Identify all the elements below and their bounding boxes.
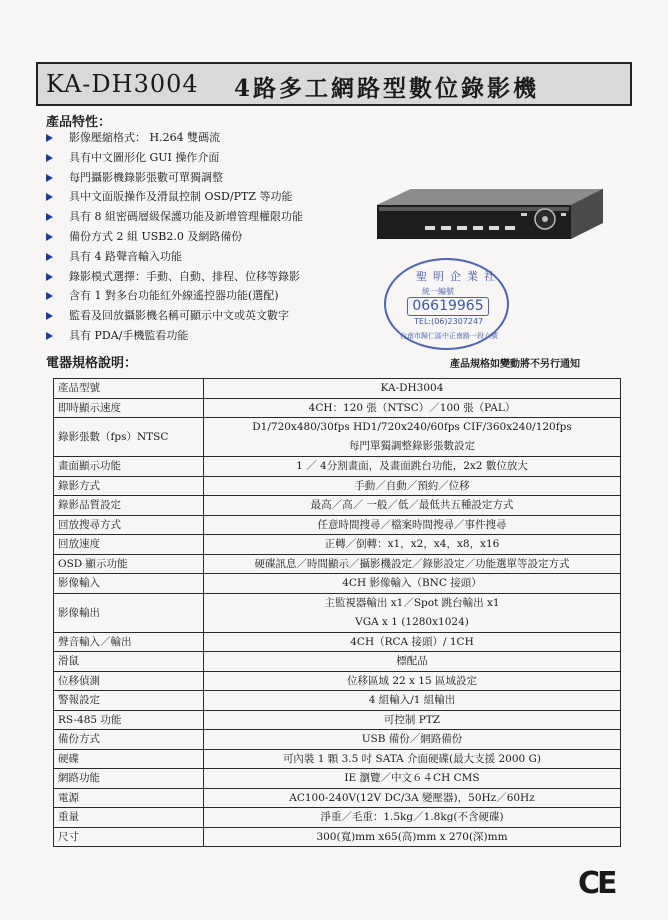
- spec-value-line: KA-DH3004: [380, 382, 444, 395]
- feature-item: [46, 207, 303, 227]
- spec-key: 尺寸: [54, 827, 204, 847]
- spec-key: OSD 顯示功能: [54, 554, 204, 574]
- spec-row: [54, 671, 621, 691]
- spec-value-line: D1/720x480/30fps HD1/720x240/60fps CIF/360x240/120fps: [252, 421, 572, 433]
- spec-value: [204, 496, 621, 516]
- spec-value-line: 標配品: [396, 655, 428, 668]
- spec-value-line: 300(寬)mm x65(高)mm x 270(深)mm: [316, 830, 508, 843]
- spec-value-line: 4 組輸入/1 組輸出: [368, 694, 456, 707]
- feature-text: 含有 1 對多台功能紅外線遙控器功能(選配): [69, 289, 279, 303]
- spec-row: [54, 593, 621, 632]
- spec-value: [204, 749, 621, 769]
- feature-item: [46, 286, 303, 306]
- spec-value: [204, 554, 621, 574]
- spec-key: 電源: [54, 788, 204, 808]
- spec-value-line: 最高／高／ 一般／低／最低共五種設定方式: [310, 499, 514, 512]
- feature-text: 錄影模式選擇：手動、自動、排程、位移等錄影: [69, 269, 300, 283]
- spec-key: 錄影品質設定: [54, 496, 204, 516]
- bullet-arrow-icon: [46, 174, 53, 182]
- feature-item: [46, 326, 303, 346]
- spec-key: 即時顯示速度: [54, 398, 204, 418]
- feature-text: 具有中文圖形化 GUI 操作介面: [69, 150, 220, 164]
- spec-value-line: AC100-240V(12V DC/3A 變壓器)，50Hz／60Hz: [289, 791, 535, 804]
- feature-item: [46, 306, 303, 326]
- spec-value: [204, 652, 621, 672]
- spec-value-line: 4CH：120 張（NTSC）／100 張（PAL）: [308, 401, 516, 414]
- feature-item: [46, 148, 303, 168]
- spec-row: [54, 652, 621, 672]
- spec-value-line: 4CH（RCA 接頭）/ 1CH: [350, 635, 474, 648]
- spec-key: 錄影方式: [54, 476, 204, 496]
- bullet-arrow-icon: [46, 273, 53, 281]
- company-stamp: [384, 258, 509, 350]
- feature-text: 備份方式 2 組 USB2.0 及網路備份: [69, 229, 243, 243]
- stamp-address: 台南市歸仁區中正南路一段六號: [400, 332, 498, 340]
- spec-key: 網路功能: [54, 769, 204, 789]
- spec-value: [204, 398, 621, 418]
- spec-key: 錄影張數（fps）NTSC: [54, 418, 204, 457]
- spec-value: [204, 671, 621, 691]
- spec-key: 畫面顯示功能: [54, 457, 204, 477]
- spec-key: 重量: [54, 808, 204, 828]
- stamp-label: 統一編號: [422, 287, 454, 296]
- spec-value-line: 可控制 PTZ: [383, 713, 441, 726]
- bullet-arrow-icon: [46, 253, 53, 261]
- spec-value: [204, 593, 621, 632]
- spec-row: [54, 574, 621, 594]
- spec-row: [54, 515, 621, 535]
- spec-table: [53, 378, 621, 847]
- spec-row: [54, 418, 621, 457]
- spec-value: [204, 535, 621, 555]
- feature-item: [46, 128, 303, 148]
- spec-value-line: 手動／自動／預約／位移: [354, 479, 470, 492]
- feature-item: [46, 227, 303, 247]
- spec-value-line: 1 ／ 4分割畫面，及畫面跳台功能，2x2 數位放大: [296, 460, 528, 473]
- spec-row: [54, 535, 621, 555]
- feature-text: 每門攝影機錄影張數可單獨調整: [69, 170, 223, 184]
- spec-row: [54, 749, 621, 769]
- title-banner: [36, 62, 632, 106]
- spec-value: [204, 691, 621, 711]
- spec-row: [54, 730, 621, 750]
- spec-value-line: IE 瀏覽／中文６４CH CMS: [344, 772, 480, 785]
- spec-key: RS-485 功能: [54, 710, 204, 730]
- feature-text: 影像壓縮格式： H.264 雙碼流: [69, 131, 221, 144]
- features-heading: 產品特性：: [46, 115, 112, 130]
- spec-value: [204, 827, 621, 847]
- spec-key: 影像輸入: [54, 574, 204, 594]
- spec-row: [54, 554, 621, 574]
- spec-value-line: 硬碟訊息／時間顯示／攝影機設定／錄影設定／功能選單等設定方式: [254, 557, 570, 570]
- spec-value-line: 正轉／倒轉：x1，x2，x4，x8，x16: [324, 538, 500, 551]
- feature-text: 監看及回放攝影機名稱可顯示中文或英文數字: [69, 309, 289, 323]
- stamp-company-name: 聖明企業社: [416, 270, 501, 283]
- bullet-arrow-icon: [46, 134, 53, 142]
- spec-value: [204, 710, 621, 730]
- stamp-telephone: TEL:(06)2307247: [414, 317, 484, 326]
- spec-key: 回放搜尋方式: [54, 515, 204, 535]
- bullet-arrow-icon: [46, 233, 53, 241]
- spec-value-line: 主監視器輸出 x1／Spot 跳台輸出 x1: [324, 596, 500, 609]
- spec-value-line: 淨重／毛重：1.5kg／1.8kg(不含硬碟): [320, 811, 504, 824]
- spec-value: [204, 808, 621, 828]
- ce-mark: CE: [578, 866, 615, 901]
- spec-key: 備份方式: [54, 730, 204, 750]
- bullet-arrow-icon: [46, 154, 53, 162]
- spec-key: 滑鼠: [54, 652, 204, 672]
- spec-value: [204, 574, 621, 594]
- spec-row: [54, 632, 621, 652]
- feature-text: 具有 8 組密碼層級保護功能及新增管理權限功能: [69, 210, 303, 224]
- spec-value: [204, 632, 621, 652]
- spec-value-line: USB 備份／網路備份: [361, 733, 463, 746]
- spec-value: [204, 515, 621, 535]
- feature-text: 具有 4 路聲音輸入功能: [69, 249, 182, 263]
- stamp-tax-id: 06619965: [407, 297, 489, 316]
- spec-value: [204, 418, 621, 457]
- spec-change-notice: 產品規格如變動將不另行通知: [450, 359, 580, 370]
- spec-row: [54, 827, 621, 847]
- spec-row: [54, 496, 621, 516]
- feature-item: [46, 187, 303, 207]
- feature-text: 具有 PDA/手機監看功能: [69, 328, 189, 342]
- spec-value-line: 可內裝 1 顆 3.5 吋 SATA 介面硬碟(最大支援 2000 G): [282, 752, 542, 765]
- spec-value-line: 位移區域 22 x 15 區域設定: [347, 674, 477, 687]
- spec-key: 位移偵測: [54, 671, 204, 691]
- spec-key: 影像輸出: [54, 593, 204, 632]
- product-title: 4路多工網路型數位錄影機: [234, 75, 540, 102]
- spec-value-line: 4CH 影像輸入（BNC 接頭）: [342, 577, 482, 590]
- spec-row: [54, 379, 621, 399]
- bullet-arrow-icon: [46, 193, 53, 201]
- bullet-arrow-icon: [46, 292, 53, 300]
- spec-row: [54, 710, 621, 730]
- bullet-arrow-icon: [46, 332, 53, 340]
- spec-value: [204, 788, 621, 808]
- feature-item: [46, 168, 303, 188]
- spec-value-line: 任意時間搜尋／檔案時間搜尋／事件搜尋: [317, 518, 507, 531]
- spec-key: 聲音輸入／輸出: [54, 632, 204, 652]
- spec-value: [204, 730, 621, 750]
- spec-row: [54, 808, 621, 828]
- spec-key: 警報設定: [54, 691, 204, 711]
- spec-key: 硬碟: [54, 749, 204, 769]
- spec-row: [54, 788, 621, 808]
- spec-value: [204, 379, 621, 399]
- feature-list: [46, 128, 303, 346]
- spec-value: [204, 476, 621, 496]
- model-number: KA-DH3004: [46, 70, 199, 98]
- feature-item: [46, 267, 303, 287]
- spec-row: [54, 398, 621, 418]
- feature-item: [46, 247, 303, 267]
- spec-row: [54, 769, 621, 789]
- spec-value: [204, 457, 621, 477]
- spec-row: [54, 476, 621, 496]
- spec-value: [204, 769, 621, 789]
- bullet-arrow-icon: [46, 213, 53, 221]
- spec-row: [54, 457, 621, 477]
- spec-key: 產品型號: [54, 379, 204, 399]
- spec-row: [54, 691, 621, 711]
- spec-heading: 電器規格說明：: [46, 356, 138, 371]
- dvr-product-image: [371, 185, 607, 245]
- spec-key: 回放速度: [54, 535, 204, 555]
- spec-value-line: VGA x 1 (1280x1024): [355, 615, 469, 628]
- feature-text: 具中文面版操作及滑鼠控制 OSD/PTZ 等功能: [69, 190, 293, 204]
- spec-value-line: 每門單獨調整錄影張數設定: [349, 440, 475, 452]
- bullet-arrow-icon: [46, 312, 53, 320]
